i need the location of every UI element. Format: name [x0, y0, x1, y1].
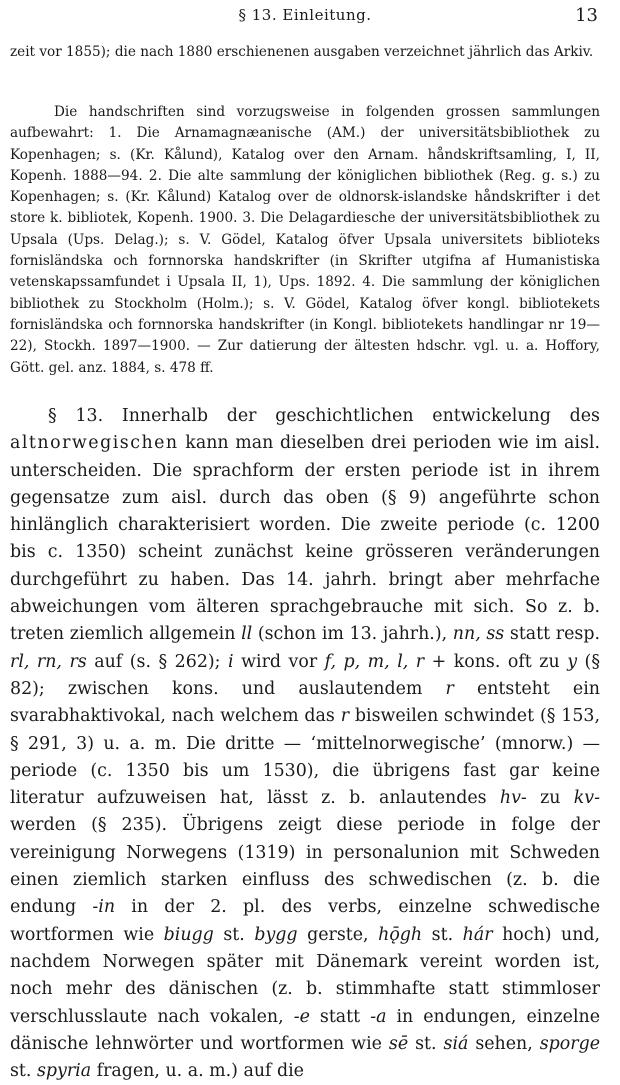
note-text: zeit vor 1855); die nach 1880 erschienenen ausgaben verzeichnet jährlich das Arkiv.: [10, 44, 594, 60]
page-number: 13: [575, 5, 598, 26]
manuscript-collections-note: [10, 97, 600, 379]
spaced-term: altnorwegischen: [10, 433, 179, 454]
continued-note: [10, 42, 600, 63]
section-paragraph: § 13. Innerhalb der geschichtlichen entwickelung des altnorwegischen kann man dieselben drei perioden wie im aisl. unterscheiden. Die sprachform der ersten periode ist in ihrem gegensatze zum aisl. durch das oben (§ 9) angeführte schon hinlänglich charakterisiert worden. Die zweite periode (c. 1200 bis c. 1350) scheint zunächst keine grösseren veränderungen durchgeführt zu haben. Das 14. jahrh. bringt aber mehrfache abweichungen vom älteren sprachgebrauche mit sich. So z. b. treten ziemlich allgemein ll (schon im 13. jahrh.), nn, ss statt resp. rl, rn, rs auf (s. § 262); i wird vor f, p, m, l, r + kons. oft zu y (§ 82); zwischen kons. und auslautendem r entsteht ein svarabhaktivokal, nach welchem das r bisweilen schwindet (§ 153, § 291, 3) u. a. m. Die dritte — ‘mittelnorwegische’ (mnorw.) — periode (c. 1350 bis um 1530), die übrigens fast gar keine literatur aufzuweisen hat, lässt z. b. anlautendes hv- zu kv- werden (§ 235). Übrigens zeigt diese periode in folge der vereinigung Norwegens (1319) in personalunion mit Schweden einen ziemlich starken einfluss des schwedischen (z. b. die endung -in in der 2. pl. des verbs, einzelne schwedische wortformen wie biugg st. bygg gerste, hǭgh st. hár hoch) und, nachdem Norwegen später mit Dänemark vereint worden ist, noch mehr des dänischen (z. b. stimmhafte statt stimmloser verschlusslaute nach vokalen, -e statt -a in endungen, einzelne dänische lehnwörter und wortformen wie sē st. siá sehen, sporge st. spyria fragen, u. a. m.) auf die: [10, 406, 601, 1082]
running-title: § 13. Einleitung.: [238, 6, 372, 24]
section-13-body: [10, 403, 600, 1085]
note-text: Die handschriften sind vorzugsweise in folgenden grossen sammlungen aufbewahrt: 1. Die Arnamagnæanische (AM.) der universitätsbibliothek zu Kopenhagen; s. (Kr. Kålund), Katalog over den Arnam. håndskriftsamling, I, II, Kopenh. 1888—94. 2. Die alte sammlung der königlichen bibliothek (Reg. g. s.) zu Kopenhagen; s. (Kr. Kålund) Katalog over de oldnorsk-islandske håndskrifter i det store k. bibliotek, Kopenh. 1900. 3. Die Delagardiesche der universitätsbibliothek zu Upsala (Ups. Delag.); s. V. Gödel, Katalog öfver Upsala universitets biblioteks fornisländska och fornnorska handskrifter (in Skrifter utgifna af Humanistiska vetenskapssamfundet i Upsala II, 1), Ups. 1892. 4. Die sammlung der königlichen bibliothek zu Stockholm (Holm.); s. V. Gödel, Katalog öfver kongl. bibliotekets fornisländska och fornnorska handskrifter (in Kongl. bibliotekets handlingar nr 19—22), Stockh. 1897—1900. — Zur datierung der ältesten hdschr. vgl. u. a. Hoffory, Gött. gel. anz. 1884, s. 478 ff.: [10, 104, 600, 376]
running-header: [10, 6, 600, 30]
